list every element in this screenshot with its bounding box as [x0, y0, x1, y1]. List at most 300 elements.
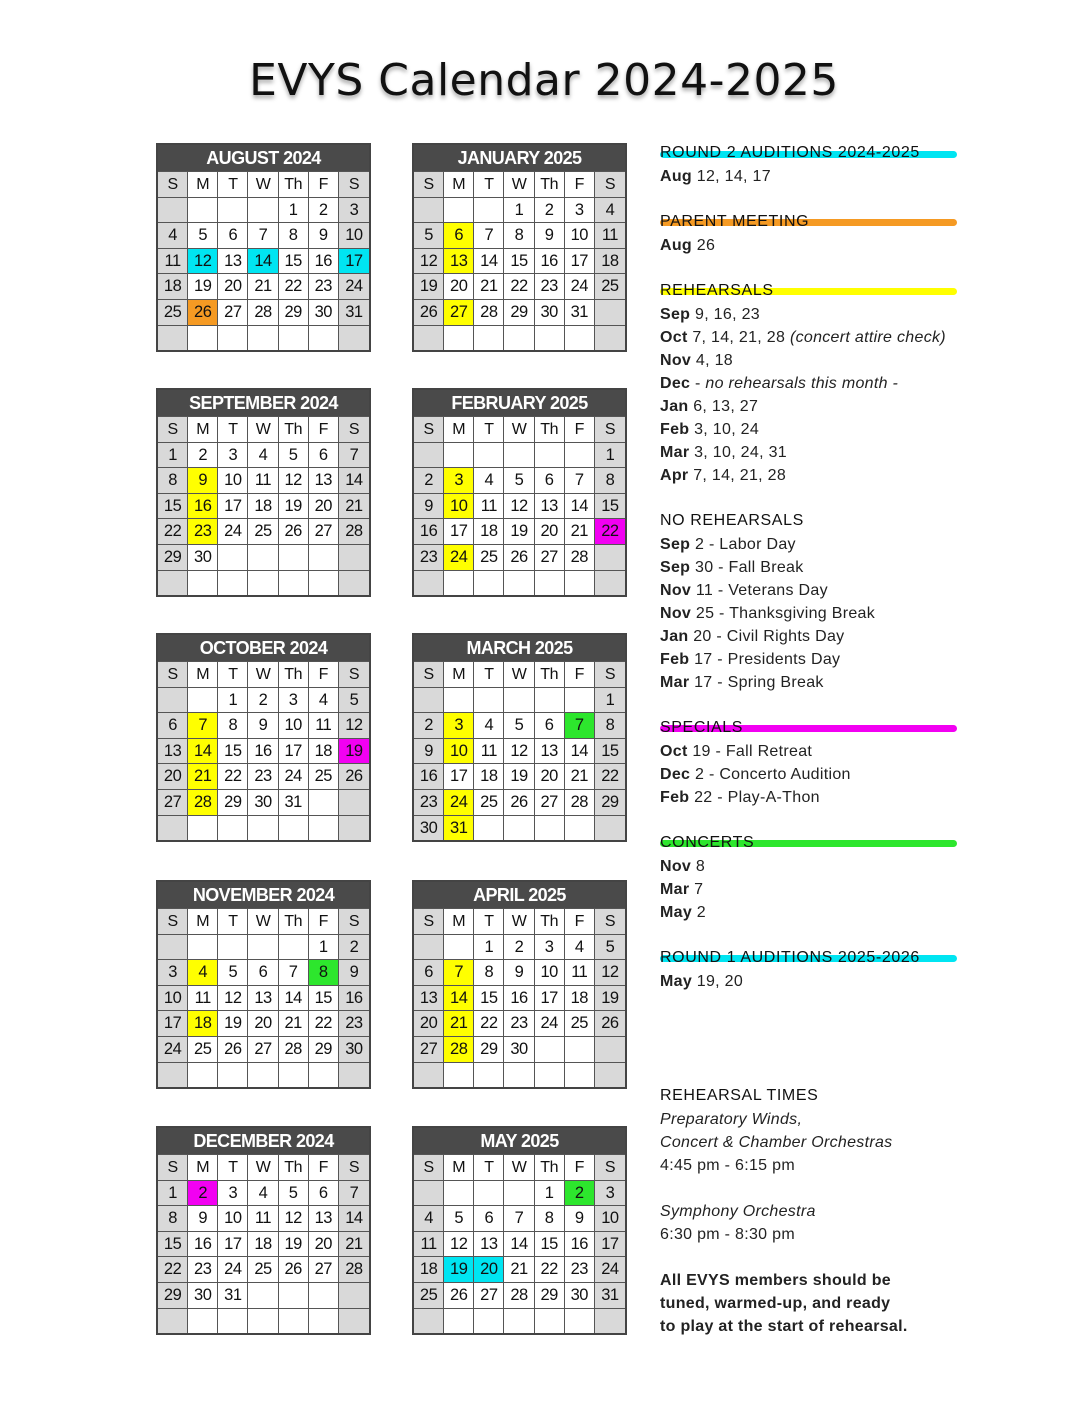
- highlighted-day-cell: 6: [444, 222, 474, 248]
- highlighted-day-cell: 24: [444, 544, 474, 570]
- day-cell: 15: [309, 985, 339, 1011]
- empty-day-cell: [158, 1308, 188, 1334]
- day-cell: 20: [248, 1010, 278, 1036]
- month-title: OCTOBER 2024: [158, 635, 369, 661]
- highlighted-day-cell: 2: [188, 1180, 218, 1206]
- day-cell: 16: [309, 248, 339, 274]
- day-cell: 13: [309, 1205, 339, 1231]
- rehearsal-line: Oct 7, 14, 21, 28 (concert attire check): [660, 329, 946, 346]
- day-cell: 5: [279, 1180, 309, 1206]
- day-cell: 4: [158, 222, 188, 248]
- weekday-header: F: [309, 661, 339, 687]
- day-cell: 24: [339, 273, 369, 299]
- members-note-line3: to play at the start of rehearsal.: [660, 1318, 908, 1335]
- day-cell: 25: [158, 299, 188, 325]
- day-cell: 20: [535, 763, 565, 789]
- day-cell: 22: [309, 1010, 339, 1036]
- weekday-header: Th: [535, 171, 565, 197]
- day-cell: 7: [565, 467, 595, 493]
- weekday-header: M: [444, 908, 474, 934]
- empty-day-cell: [565, 1062, 595, 1088]
- day-cell: 20: [535, 518, 565, 544]
- day-cell: 13: [158, 738, 188, 764]
- month-title: MARCH 2025: [414, 635, 625, 661]
- day-cell: 7: [248, 222, 278, 248]
- empty-day-cell: [444, 442, 474, 468]
- weekday-header: S: [339, 171, 369, 197]
- day-cell: 5: [504, 712, 534, 738]
- day-cell: 24: [158, 1036, 188, 1062]
- day-cell: 16: [248, 738, 278, 764]
- day-cell: 17: [158, 1010, 188, 1036]
- day-cell: 19: [279, 493, 309, 519]
- page-title: EVYS Calendar 2024-2025: [249, 55, 839, 106]
- times-group1-time: 4:45 pm - 6:15 pm: [660, 1157, 795, 1174]
- empty-day-cell: [248, 570, 278, 596]
- day-cell: 12: [595, 959, 625, 985]
- highlighted-day-cell: 28: [444, 1036, 474, 1062]
- empty-day-cell: [218, 934, 248, 960]
- day-cell: 31: [595, 1282, 625, 1308]
- weekday-header: M: [188, 416, 218, 442]
- month-title: JANUARY 2025: [414, 145, 625, 171]
- empty-day-cell: [414, 197, 444, 223]
- day-cell: 24: [279, 763, 309, 789]
- day-cell: 13: [535, 493, 565, 519]
- day-cell: 26: [279, 518, 309, 544]
- rehearsal-line: Apr 7, 14, 21, 28: [660, 467, 787, 484]
- month-title: NOVEMBER 2024: [158, 882, 369, 908]
- month-title: FEBRUARY 2025: [414, 390, 625, 416]
- weekday-header: S: [158, 171, 188, 197]
- day-cell: 18: [158, 273, 188, 299]
- day-cell: 29: [595, 789, 625, 815]
- day-cell: 6: [535, 467, 565, 493]
- day-cell: 4: [474, 712, 504, 738]
- empty-day-cell: [444, 1180, 474, 1206]
- rehearsal-line: Jan 6, 13, 27: [660, 398, 759, 415]
- day-cell: 7: [474, 222, 504, 248]
- day-cell: 6: [535, 712, 565, 738]
- empty-day-cell: [279, 544, 309, 570]
- day-cell: 11: [414, 1231, 444, 1257]
- weekday-header: M: [188, 171, 218, 197]
- day-cell: 25: [595, 273, 625, 299]
- day-cell: 22: [158, 1256, 188, 1282]
- no-rehearsal-line: Sep 30 - Fall Break: [660, 559, 804, 576]
- day-cell: 27: [158, 789, 188, 815]
- rehearsal-line: Mar 3, 10, 24, 31: [660, 444, 787, 461]
- day-cell: 22: [218, 763, 248, 789]
- month-title: APRIL 2025: [414, 882, 625, 908]
- empty-day-cell: [188, 934, 218, 960]
- day-cell: 13: [474, 1231, 504, 1257]
- empty-day-cell: [188, 1062, 218, 1088]
- highlighted-day-cell: 23: [188, 518, 218, 544]
- day-cell: 31: [218, 1282, 248, 1308]
- empty-day-cell: [414, 1308, 444, 1334]
- weekday-header: T: [474, 171, 504, 197]
- highlighted-day-cell: 19: [444, 1256, 474, 1282]
- empty-day-cell: [444, 1062, 474, 1088]
- empty-day-cell: [248, 197, 278, 223]
- rehearsal-line: Nov 4, 18: [660, 352, 733, 369]
- empty-day-cell: [595, 570, 625, 596]
- day-cell: 5: [414, 222, 444, 248]
- day-cell: 1: [309, 934, 339, 960]
- month-calendar: [412, 633, 627, 842]
- empty-day-cell: [309, 815, 339, 841]
- day-cell: 15: [158, 1231, 188, 1257]
- concerts-title: CONCERTS: [660, 834, 755, 851]
- weekday-header: S: [595, 1154, 625, 1180]
- day-cell: 8: [474, 959, 504, 985]
- empty-day-cell: [309, 1062, 339, 1088]
- day-cell: 2: [339, 934, 369, 960]
- day-cell: 26: [218, 1036, 248, 1062]
- empty-day-cell: [158, 325, 188, 351]
- special-line: Feb 22 - Play-A-Thon: [660, 789, 820, 806]
- day-cell: 29: [535, 1282, 565, 1308]
- day-cell: 28: [504, 1282, 534, 1308]
- month-calendar: [412, 388, 627, 597]
- day-cell: 15: [504, 248, 534, 274]
- empty-day-cell: [595, 299, 625, 325]
- highlighted-day-cell: 18: [188, 1010, 218, 1036]
- empty-day-cell: [535, 687, 565, 713]
- empty-day-cell: [339, 544, 369, 570]
- empty-day-cell: [474, 687, 504, 713]
- day-cell: 6: [218, 222, 248, 248]
- empty-day-cell: [414, 687, 444, 713]
- day-cell: 11: [474, 493, 504, 519]
- day-cell: 21: [565, 518, 595, 544]
- day-cell: 12: [504, 493, 534, 519]
- day-cell: 24: [565, 273, 595, 299]
- empty-day-cell: [188, 815, 218, 841]
- empty-day-cell: [504, 325, 534, 351]
- day-cell: 25: [414, 1282, 444, 1308]
- empty-day-cell: [339, 570, 369, 596]
- day-cell: 9: [414, 493, 444, 519]
- day-cell: 15: [158, 493, 188, 519]
- empty-day-cell: [504, 1180, 534, 1206]
- day-cell: 19: [504, 763, 534, 789]
- no-rehearsal-line: Sep 2 - Labor Day: [660, 536, 796, 553]
- day-cell: 15: [218, 738, 248, 764]
- day-cell: 18: [248, 493, 278, 519]
- weekday-header: M: [188, 1154, 218, 1180]
- day-cell: 2: [504, 934, 534, 960]
- day-cell: 9: [339, 959, 369, 985]
- day-cell: 10: [339, 222, 369, 248]
- empty-day-cell: [444, 570, 474, 596]
- day-cell: 24: [218, 1256, 248, 1282]
- empty-day-cell: [309, 1282, 339, 1308]
- empty-day-cell: [565, 442, 595, 468]
- day-cell: 19: [279, 1231, 309, 1257]
- day-cell: 6: [474, 1205, 504, 1231]
- weekday-header: S: [414, 661, 444, 687]
- day-cell: 16: [414, 518, 444, 544]
- times-group1-line1: Preparatory Winds,: [660, 1111, 803, 1128]
- concert-line: Nov 8: [660, 858, 706, 875]
- month-grid: [414, 416, 625, 595]
- weekday-header: M: [444, 171, 474, 197]
- empty-day-cell: [339, 1282, 369, 1308]
- day-cell: 14: [474, 248, 504, 274]
- day-cell: 18: [414, 1256, 444, 1282]
- empty-day-cell: [218, 544, 248, 570]
- weekday-header: S: [158, 908, 188, 934]
- empty-day-cell: [595, 325, 625, 351]
- highlighted-day-cell: 24: [444, 789, 474, 815]
- weekday-header: F: [309, 1154, 339, 1180]
- highlighted-day-cell: 4: [188, 959, 218, 985]
- empty-day-cell: [158, 570, 188, 596]
- day-cell: 27: [535, 544, 565, 570]
- empty-day-cell: [158, 815, 188, 841]
- weekday-header: F: [565, 1154, 595, 1180]
- day-cell: 3: [565, 197, 595, 223]
- day-cell: 14: [339, 467, 369, 493]
- day-cell: 23: [535, 273, 565, 299]
- times-group1-line2: Concert & Chamber Orchestras: [660, 1134, 893, 1151]
- weekday-header: F: [309, 908, 339, 934]
- month-grid: [414, 1154, 625, 1333]
- day-cell: 24: [535, 1010, 565, 1036]
- parent-meeting-line: Aug 26: [660, 237, 716, 254]
- day-cell: 9: [565, 1205, 595, 1231]
- empty-day-cell: [595, 1062, 625, 1088]
- day-cell: 10: [279, 712, 309, 738]
- weekday-header: F: [565, 416, 595, 442]
- weekday-header: T: [218, 1154, 248, 1180]
- weekday-header: F: [565, 171, 595, 197]
- day-cell: 25: [188, 1036, 218, 1062]
- month-grid: [158, 908, 369, 1087]
- day-cell: 30: [535, 299, 565, 325]
- day-cell: 10: [565, 222, 595, 248]
- members-note-line1: All EVYS members should be: [660, 1272, 891, 1289]
- highlighted-day-cell: 20: [474, 1256, 504, 1282]
- day-cell: 5: [504, 467, 534, 493]
- day-cell: 21: [339, 1231, 369, 1257]
- weekday-header: W: [504, 416, 534, 442]
- day-cell: 5: [218, 959, 248, 985]
- day-cell: 28: [565, 544, 595, 570]
- day-cell: 22: [158, 518, 188, 544]
- times-group2-time: 6:30 pm - 8:30 pm: [660, 1226, 795, 1243]
- day-cell: 3: [158, 959, 188, 985]
- weekday-header: T: [474, 1154, 504, 1180]
- highlighted-day-cell: 3: [444, 467, 474, 493]
- day-cell: 16: [188, 1231, 218, 1257]
- day-cell: 31: [565, 299, 595, 325]
- day-cell: 4: [248, 442, 278, 468]
- weekday-header: S: [158, 661, 188, 687]
- day-cell: 14: [339, 1205, 369, 1231]
- empty-day-cell: [595, 544, 625, 570]
- day-cell: 14: [565, 493, 595, 519]
- day-cell: 14: [565, 738, 595, 764]
- day-cell: 26: [504, 789, 534, 815]
- day-cell: 26: [339, 763, 369, 789]
- month-title: DECEMBER 2024: [158, 1128, 369, 1154]
- day-cell: 23: [414, 789, 444, 815]
- day-cell: 14: [504, 1231, 534, 1257]
- highlighted-day-cell: 9: [188, 467, 218, 493]
- day-cell: 16: [414, 763, 444, 789]
- day-cell: 5: [595, 934, 625, 960]
- day-cell: 30: [248, 789, 278, 815]
- weekday-header: T: [474, 661, 504, 687]
- empty-day-cell: [248, 1062, 278, 1088]
- day-cell: 16: [504, 985, 534, 1011]
- highlighted-day-cell: 28: [188, 789, 218, 815]
- day-cell: 17: [535, 985, 565, 1011]
- day-cell: 11: [158, 248, 188, 274]
- day-cell: 8: [218, 712, 248, 738]
- empty-day-cell: [444, 687, 474, 713]
- day-cell: 22: [474, 1010, 504, 1036]
- weekday-header: T: [218, 661, 248, 687]
- month-title: SEPTEMBER 2024: [158, 390, 369, 416]
- weekday-header: Th: [279, 171, 309, 197]
- day-cell: 25: [248, 518, 278, 544]
- empty-day-cell: [158, 1062, 188, 1088]
- day-cell: 25: [309, 763, 339, 789]
- weekday-header: S: [339, 908, 369, 934]
- month-calendar: [156, 388, 371, 597]
- empty-day-cell: [504, 687, 534, 713]
- empty-day-cell: [444, 934, 474, 960]
- day-cell: 19: [504, 518, 534, 544]
- day-cell: 23: [248, 763, 278, 789]
- day-cell: 6: [248, 959, 278, 985]
- day-cell: 17: [444, 763, 474, 789]
- month-calendar: [156, 1126, 371, 1335]
- day-cell: 1: [279, 197, 309, 223]
- empty-day-cell: [188, 197, 218, 223]
- highlighted-day-cell: 8: [309, 959, 339, 985]
- day-cell: 15: [279, 248, 309, 274]
- empty-day-cell: [565, 815, 595, 841]
- weekday-header: S: [339, 416, 369, 442]
- day-cell: 10: [218, 1205, 248, 1231]
- weekday-header: F: [565, 908, 595, 934]
- weekday-header: T: [218, 416, 248, 442]
- no-rehearsal-line: Jan 20 - Civil Rights Day: [660, 628, 845, 645]
- empty-day-cell: [595, 1308, 625, 1334]
- empty-day-cell: [565, 687, 595, 713]
- weekday-header: F: [309, 171, 339, 197]
- day-cell: 13: [414, 985, 444, 1011]
- day-cell: 25: [565, 1010, 595, 1036]
- rehearsal-times-title: REHEARSAL TIMES: [660, 1087, 819, 1104]
- day-cell: 29: [158, 544, 188, 570]
- day-cell: 27: [535, 789, 565, 815]
- day-cell: 11: [309, 712, 339, 738]
- weekday-header: F: [565, 661, 595, 687]
- day-cell: 4: [474, 467, 504, 493]
- day-cell: 6: [309, 1180, 339, 1206]
- weekday-header: W: [504, 661, 534, 687]
- weekday-header: W: [504, 1154, 534, 1180]
- special-line: Oct 19 - Fall Retreat: [660, 743, 813, 760]
- day-cell: 9: [535, 222, 565, 248]
- weekday-header: Th: [535, 661, 565, 687]
- month-calendar: [412, 880, 627, 1089]
- day-cell: 28: [339, 1256, 369, 1282]
- day-cell: 22: [535, 1256, 565, 1282]
- empty-day-cell: [504, 1062, 534, 1088]
- times-group2-line1: Symphony Orchestra: [660, 1203, 816, 1220]
- day-cell: 18: [565, 985, 595, 1011]
- month-grid: [414, 661, 625, 840]
- day-cell: 21: [474, 273, 504, 299]
- empty-day-cell: [279, 325, 309, 351]
- month-grid: [158, 171, 369, 350]
- empty-day-cell: [218, 325, 248, 351]
- day-cell: 20: [158, 763, 188, 789]
- day-cell: 28: [474, 299, 504, 325]
- empty-day-cell: [218, 197, 248, 223]
- day-cell: 29: [279, 299, 309, 325]
- highlighted-day-cell: 26: [188, 299, 218, 325]
- day-cell: 20: [218, 273, 248, 299]
- empty-day-cell: [414, 1062, 444, 1088]
- highlighted-day-cell: 27: [444, 299, 474, 325]
- concert-line: Mar 7: [660, 881, 704, 898]
- day-cell: 26: [444, 1282, 474, 1308]
- empty-day-cell: [535, 442, 565, 468]
- day-cell: 26: [414, 299, 444, 325]
- day-cell: 31: [339, 299, 369, 325]
- round1-line: May 19, 20: [660, 973, 744, 990]
- round2-line: Aug 12, 14, 17: [660, 168, 771, 185]
- day-cell: 30: [188, 544, 218, 570]
- day-cell: 30: [309, 299, 339, 325]
- day-cell: 20: [444, 273, 474, 299]
- weekday-header: Th: [279, 661, 309, 687]
- empty-day-cell: [474, 197, 504, 223]
- day-cell: 5: [188, 222, 218, 248]
- day-cell: 8: [279, 222, 309, 248]
- month-calendar: [412, 143, 627, 352]
- highlighted-day-cell: 22: [595, 518, 625, 544]
- empty-day-cell: [535, 815, 565, 841]
- day-cell: 12: [444, 1231, 474, 1257]
- empty-day-cell: [504, 1308, 534, 1334]
- weekday-header: S: [158, 1154, 188, 1180]
- day-cell: 15: [595, 738, 625, 764]
- day-cell: 25: [474, 789, 504, 815]
- weekday-header: W: [248, 1154, 278, 1180]
- weekday-header: S: [595, 908, 625, 934]
- empty-day-cell: [248, 544, 278, 570]
- empty-day-cell: [414, 442, 444, 468]
- highlighted-day-cell: 19: [339, 738, 369, 764]
- day-cell: 5: [279, 442, 309, 468]
- day-cell: 2: [248, 687, 278, 713]
- day-cell: 16: [339, 985, 369, 1011]
- day-cell: 9: [414, 738, 444, 764]
- day-cell: 23: [188, 1256, 218, 1282]
- weekday-header: S: [339, 661, 369, 687]
- day-cell: 12: [279, 467, 309, 493]
- weekday-header: F: [309, 416, 339, 442]
